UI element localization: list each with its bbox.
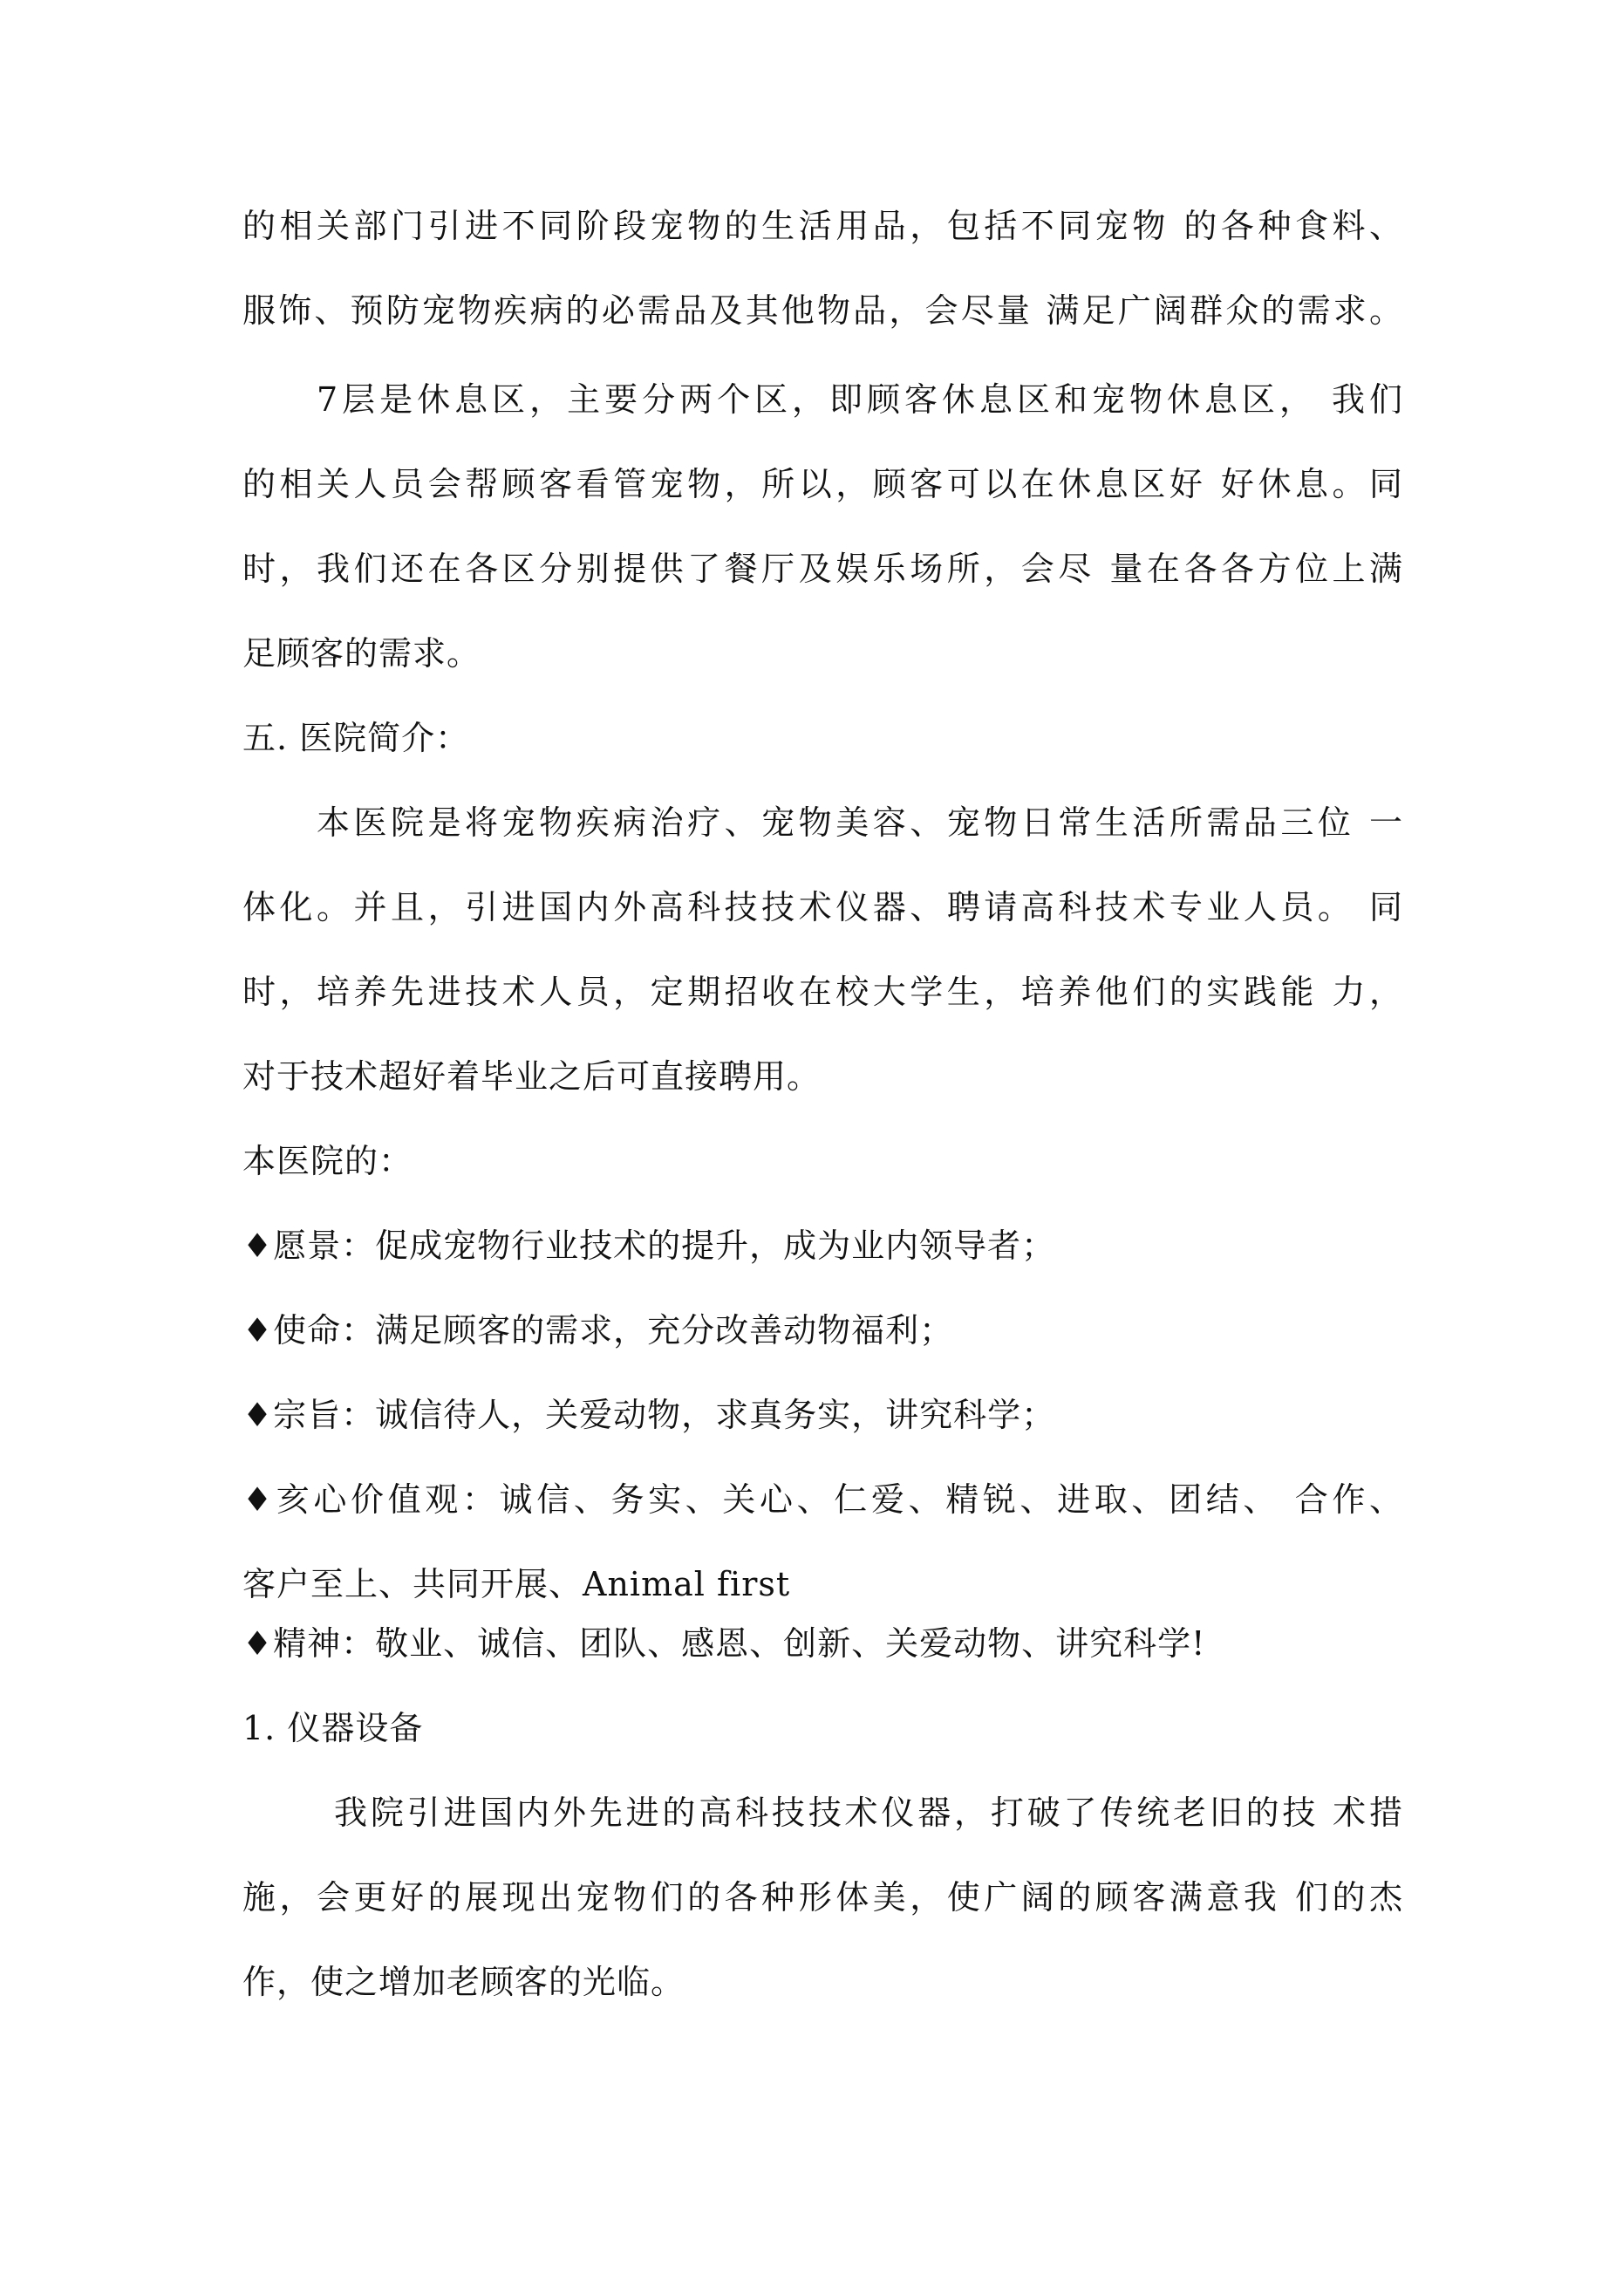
paragraph-line: 服饰、预防宠物疾病的必需品及其他物品，会尽量 满足广阔群众的需求。 [242,291,1402,330]
paragraph-line: 的相关人员会帮顾客看管宠物，所以，顾客可以在休息区好 好休息。同 [242,465,1402,503]
list-item: ♦精神：敬业、诚信、团队、感恩、创新、关爱动物、讲究科学! [242,1624,1206,1663]
paragraph-line: 足顾客的需求。 [242,634,481,673]
list-item: ♦使命：满足顾客的需求，充分改善动物福利； [242,1311,954,1350]
paragraph-line: 时，我们还在各区分别提供了餐厅及娱乐场所，会尽 量在各各方位上满 [242,550,1402,588]
list-intro: 本医院的： [242,1142,413,1180]
paragraph-line: 作，使之增加老顾客的光临。 [242,1963,685,2001]
section-heading: 五. 医院简介： [242,719,470,757]
subsection-heading: 1. 仪器设备 [242,1709,424,1747]
paragraph-line: 体化。并且，引进国内外高科技技术仪器、聘请高科技术专业人员。 同 [242,888,1402,926]
paragraph-line: 我院引进国内外先进的高科技技术仪器，打破了传统老旧的技 术措 [334,1794,1402,1832]
paragraph-line: 7层是休息区，主要分两个区，即顾客休息区和宠物休息区， 我们 [317,380,1402,419]
list-item-continuation: 客户至上、共同开展、Animal first [242,1565,791,1603]
list-item: ♦宗旨：诚信待人，关爱动物，求真务实，讲究科学； [242,1396,1056,1434]
paragraph-line: 的相关部门引进不同阶段宠物的生活用品，包括不同宠物 的各种食料、 [242,207,1402,245]
paragraph-line: 施，会更好的展现出宠物们的各种形体美，使广阔的顾客满意我 们的杰 [242,1878,1402,1917]
paragraph-line: 对于技术超好着毕业之后可直接聘用。 [242,1057,822,1096]
paragraph-line: 本医院是将宠物疾病治疗、宠物美容、宠物日常生活所需品三位 一 [317,803,1402,842]
paragraph-line: 时，培养先进技术人员，定期招收在校大学生，培养他们的实践能 力， [242,973,1402,1011]
list-item: ♦亥心价值观：诚信、务实、关心、仁爱、精锐、进取、团结、 合作、 [242,1480,1402,1519]
list-item: ♦愿景：促成宠物行业技术的提升，成为业内领导者； [242,1227,1056,1265]
